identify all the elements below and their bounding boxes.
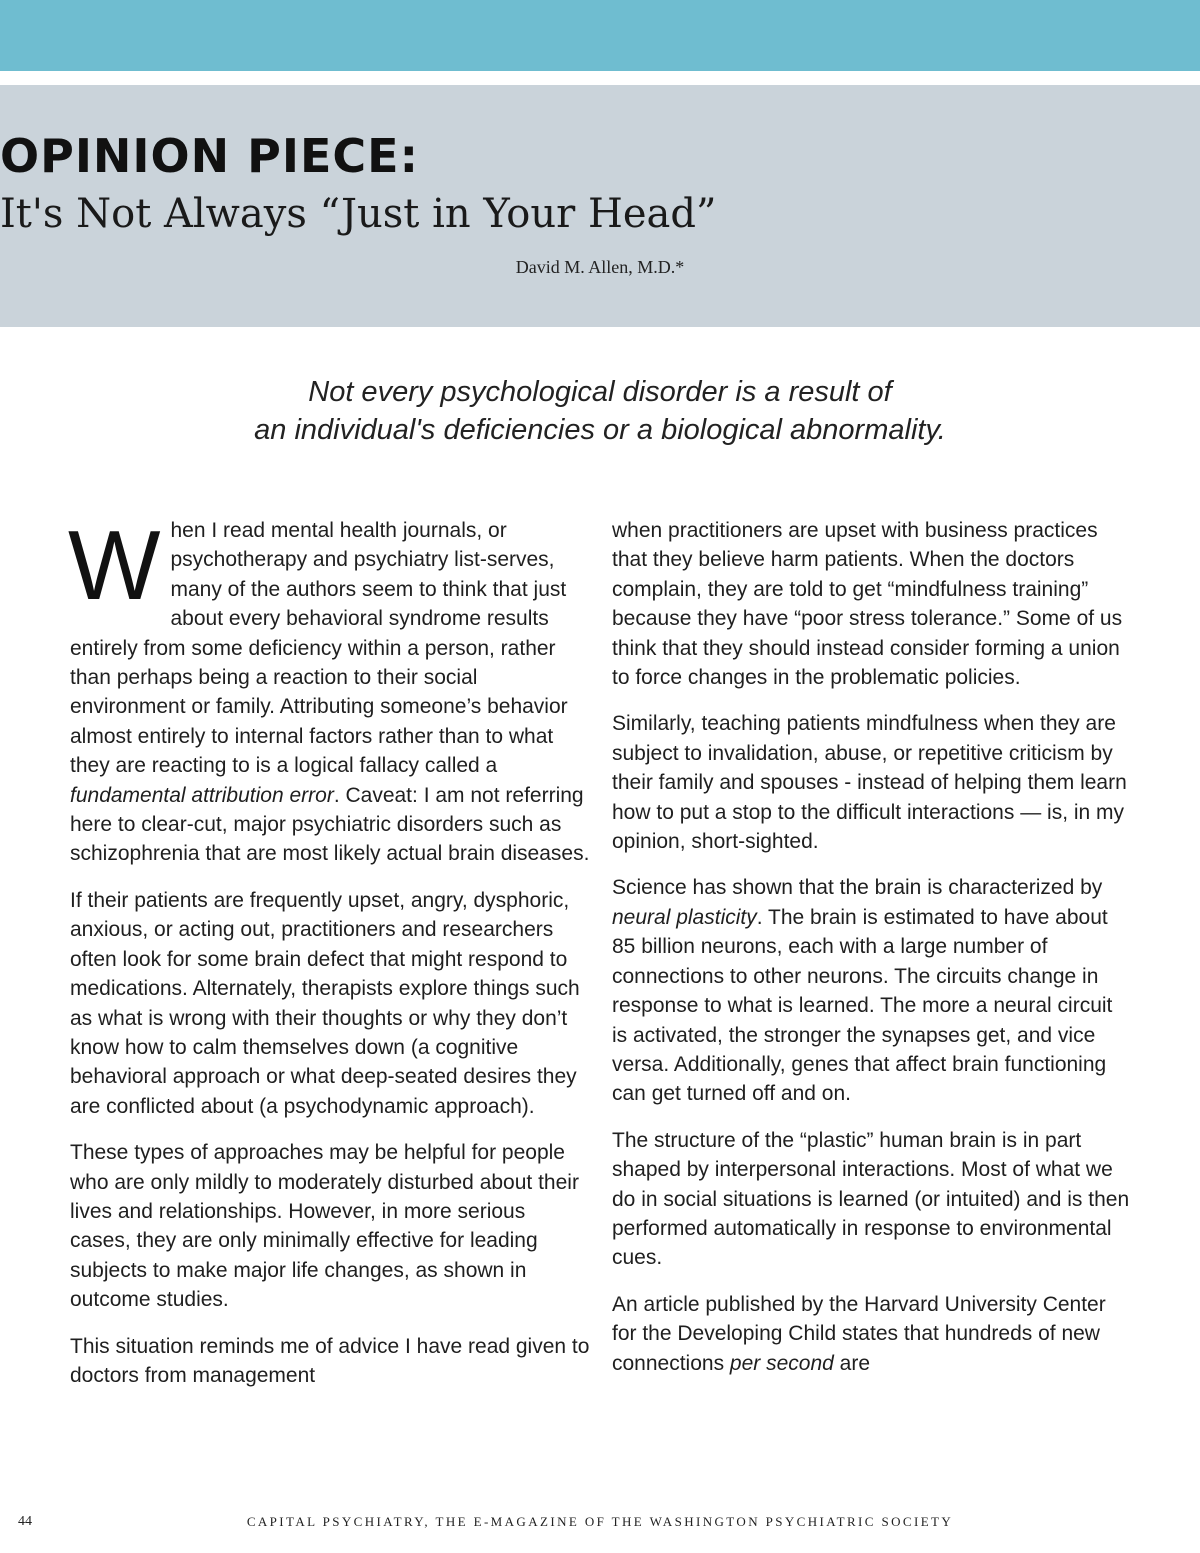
paragraph-5: when practitioners are upset with business practices that they believe harm patients. When the doctors complain, they are told to get “mindfulness training” because they have “poor stress tolerance.” Some of us think that they should instead consider forming a union to force changes in the problematic policies. — [612, 519, 1123, 690]
article-column-left — [68, 510, 590, 1407]
paragraph-7-text-a: Science has shown that the brain is characterized by — [612, 876, 1103, 900]
paragraph-9-text-a: An article published by the Harvard University Center for the Developing Child states that hundreds of new connections — [612, 1292, 1106, 1375]
article-deck — [0, 373, 1200, 449]
page-number: 44 — [18, 1514, 32, 1529]
paragraph-1 — [68, 510, 590, 869]
publication-footer: CAPITAL PSYCHIATRY, THE E-MAGAZINE OF THE WASHINGTON PSYCHIATRIC SOCIETY — [246, 1514, 954, 1529]
article-kicker: OPINION PIECE: — [0, 129, 419, 183]
article-column-right — [612, 516, 1132, 1395]
paragraph-4: This situation reminds me of advice I have read given to doctors from management — [70, 1334, 590, 1387]
paragraph-1-text-b: . Caveat: I am not referring here to clear-cut, major psychiatric disorders such as schizophrenia that are most likely actual brain diseases. — [70, 783, 590, 866]
deck-line-2: an individual's deficiencies or a biological abnormality. — [254, 414, 946, 446]
paragraph-9 — [612, 1290, 1132, 1378]
paragraph-7 — [612, 873, 1132, 1108]
drop-cap: W — [68, 510, 161, 620]
deck-line-1: Not every psychological disorder is a result of — [308, 376, 892, 408]
paragraph-6: Similarly, teaching patients mindfulness when they are subject to invalidation, abuse, or repetitive criticism by their family and spouses - instead of helping them learn how to put a stop to the difficult interactions — is, in my opinion, short-sighted. — [612, 712, 1127, 854]
paragraph-1-text-a: hen I read mental health journals, or psychotherapy and psychiatry list-serves, many of the authors seem to think that just about every behavioral syndrome results entirely from some deficiency within a person, rather than perhaps being a reaction to their social environment or family. Attributing someone’s behavior almost entirely to internal factors rather than to what they are reacting to is a logical fallacy called a — [70, 519, 568, 778]
author-byline: David M. Allen, M.D.* — [515, 257, 685, 277]
paragraph-2: If their patients are frequently upset, angry, dysphoric, anxious, or acting out, practitioners and researchers often look for some brain defect that might respond to medications. Alternately, therapists explore things such as what is wrong with their thoughts or why they don’t know how to calm themselves down (a cognitive behavioral approach or what deep-seated desires they are conflicted about (a psychodynamic approach). — [70, 888, 580, 1118]
top-color-band — [0, 0, 1200, 71]
paragraph-1-emphasis: fundamental attribution error — [70, 783, 334, 807]
paragraph-9-text-b: are — [833, 1351, 871, 1375]
paragraph-7-text-b: . The brain is estimated to have about 85 billion neurons, each with a large number of connections to other neurons. The circuits change in response to what is learned. The more a neural circuit is activated, the stronger the synapses get, and vice versa. Additionally, genes that affect brain functioning can get turned off and on. — [612, 905, 1113, 1106]
article-headline: It's Not Always “Just in Your Head” — [0, 191, 717, 237]
paragraph-8: The structure of the “plastic” human brain is in part shaped by interpersonal interactions. Most of what we do in social situations is learned (or intuited) and is then performed automatically in response to environmental cues. — [612, 1128, 1130, 1270]
paragraph-9-emphasis: per second — [729, 1351, 834, 1375]
paragraph-3: These types of approaches may be helpful for people who are only mildly to moderately disturbed about their lives and relationships. However, in more serious cases, they are only minimally effective for leading subjects to make major life changes, as shown in outcome studies. — [70, 1141, 579, 1312]
paragraph-7-emphasis: neural plasticity — [612, 905, 757, 929]
